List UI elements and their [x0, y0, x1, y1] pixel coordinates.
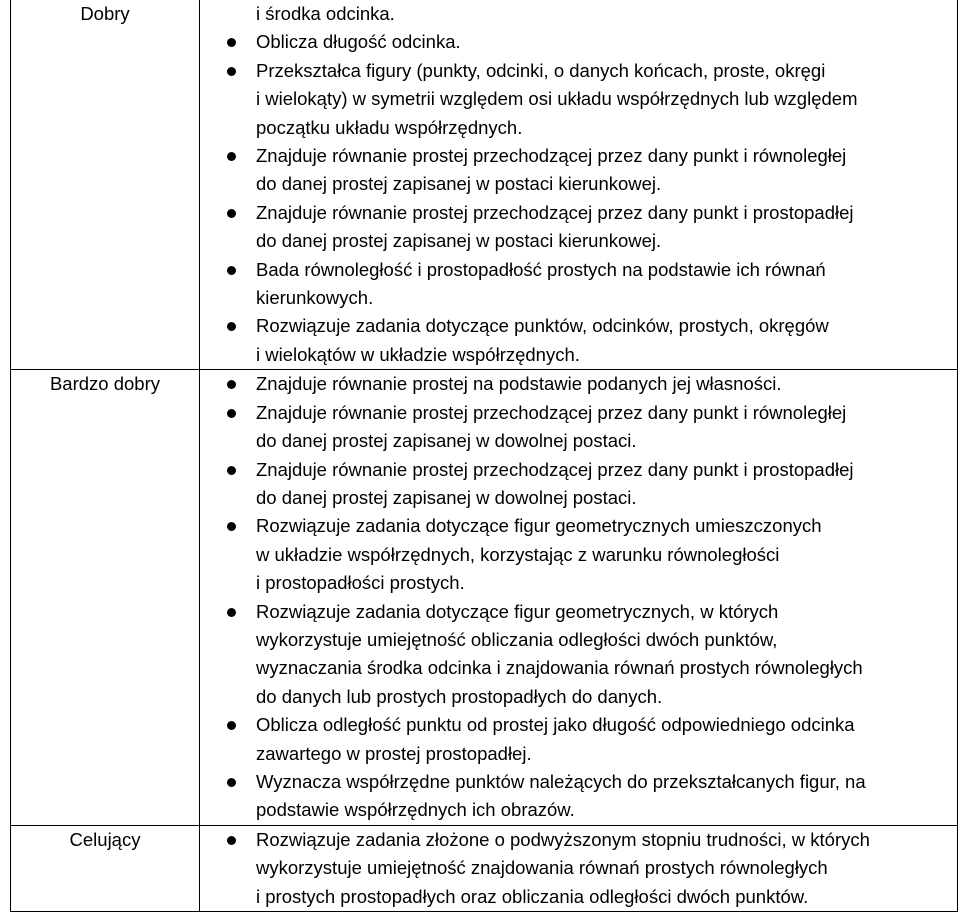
requirements-list	[200, 370, 957, 825]
requirement-text-line: wykorzystuje umiejętność obliczania odległości dwóch punktów,	[256, 628, 778, 650]
requirement-text-line: Rozwiązuje zadania dotyczące punktów, odcinków, prostych, okręgów	[256, 315, 829, 337]
bullet-icon	[227, 266, 236, 275]
grade-label: Bardzo dobry	[11, 370, 200, 826]
bullet-icon	[227, 522, 236, 531]
grade-row	[11, 825, 958, 911]
requirements-cell	[200, 0, 958, 370]
requirement-text-line: w układzie współrzędnych, korzystając z warunku równoległości	[256, 543, 780, 565]
requirement-text-line: Bada równoległość i prostopadłość prostych na podstawie ich równań	[256, 258, 826, 280]
list-item	[200, 711, 957, 768]
requirement-text-line: Przekształca figury (punkty, odcinki, o danych końcach, proste, okręgi	[256, 59, 826, 81]
requirements-cell	[200, 370, 958, 826]
requirement-text-line: do danej prostej zapisanej w dowolnej postaci.	[256, 430, 637, 452]
requirement-text-line: Znajduje równanie prostej przechodzącej przez dany punkt i równoległej	[256, 401, 847, 423]
requirement-text-line: Znajduje równanie prostej na podstawie podanych jej własności.	[256, 373, 782, 395]
list-item	[200, 768, 957, 825]
requirement-text-line: podstawie współrzędnych ich obrazów.	[256, 799, 575, 821]
list-item	[200, 142, 957, 199]
requirement-text-line: początku układu współrzędnych.	[256, 116, 523, 138]
list-item	[200, 256, 957, 313]
bullet-icon	[227, 608, 236, 617]
list-item	[200, 370, 957, 398]
requirement-text-line: Rozwiązuje zadania dotyczące figur geometrycznych umieszczonych	[256, 515, 822, 537]
bullet-icon	[227, 67, 236, 76]
requirement-text-line: kierunkowych.	[256, 287, 374, 309]
list-item	[200, 456, 957, 513]
grade-row	[11, 370, 958, 826]
bullet-icon	[227, 322, 236, 331]
grade-label: Celujący	[11, 825, 200, 911]
requirements-table	[10, 0, 958, 912]
list-item	[200, 0, 957, 28]
requirement-text-line: wykorzystuje umiejętność znajdowania równań prostych równoległych	[256, 857, 828, 879]
list-item	[200, 826, 957, 911]
requirement-text-line: i prostych prostopadłych oraz obliczania odległości dwóch punktów.	[256, 885, 809, 907]
list-item	[200, 512, 957, 597]
requirement-text-line: i wielokąty) w symetrii względem osi układu współrzędnych lub względem	[256, 88, 858, 110]
requirement-text-line: Rozwiązuje zadania dotyczące figur geometrycznych, w których	[256, 600, 779, 622]
requirement-text-line: do danej prostej zapisanej w postaci kierunkowej.	[256, 173, 662, 195]
requirement-text-line: Znajduje równanie prostej przechodzącej przez dany punkt i równoległej	[256, 145, 847, 167]
requirement-text-line: Oblicza długość odcinka.	[256, 31, 461, 53]
requirement-text-line: do danej prostej zapisanej w dowolnej postaci.	[256, 486, 637, 508]
requirement-text-line: do danej prostej zapisanej w postaci kierunkowej.	[256, 230, 662, 252]
requirement-text-line: i prostopadłości prostych.	[256, 572, 465, 594]
requirement-text-line: do danych lub prostych prostopadłych do danych.	[256, 685, 663, 707]
bullet-icon	[227, 152, 236, 161]
requirements-table-body	[11, 0, 958, 912]
grade-row	[11, 0, 958, 370]
requirement-text-line: Wyznacza współrzędne punktów należących do przekształcanych figur, na	[256, 770, 866, 792]
list-item	[200, 598, 957, 712]
requirement-text-line: Rozwiązuje zadania złożone o podwyższonym stopniu trudności, w których	[256, 828, 870, 850]
bullet-icon	[227, 209, 236, 218]
list-item	[200, 312, 957, 369]
list-item	[200, 199, 957, 256]
bullet-icon	[227, 778, 236, 787]
list-item	[200, 57, 957, 142]
requirement-text-line: i wielokątów w układzie współrzędnych.	[256, 343, 580, 365]
requirement-text-line: Znajduje równanie prostej przechodzącej przez dany punkt i prostopadłej	[256, 458, 854, 480]
requirements-list	[200, 826, 957, 911]
bullet-icon	[227, 409, 236, 418]
document-page	[10, 0, 958, 914]
requirement-text-line: wyznaczania środka odcinka i znajdowania równań prostych równoległych	[256, 657, 863, 679]
requirements-list	[200, 0, 957, 369]
requirement-text-line: zawartego w prostej prostopadłej.	[256, 742, 532, 764]
bullet-icon	[227, 721, 236, 730]
requirement-text-line: Znajduje równanie prostej przechodzącej przez dany punkt i prostopadłej	[256, 201, 854, 223]
bullet-icon	[227, 836, 236, 845]
requirement-text-line: i środka odcinka.	[256, 3, 395, 24]
bullet-icon	[227, 38, 236, 47]
list-item	[200, 28, 957, 56]
bullet-icon	[227, 466, 236, 475]
bullet-icon	[227, 380, 236, 389]
requirement-text-line: Oblicza odległość punktu od prostej jako długość odpowiedniego odcinka	[256, 714, 855, 736]
requirements-cell	[200, 825, 958, 911]
grade-label: Dobry	[11, 0, 200, 370]
list-item	[200, 399, 957, 456]
